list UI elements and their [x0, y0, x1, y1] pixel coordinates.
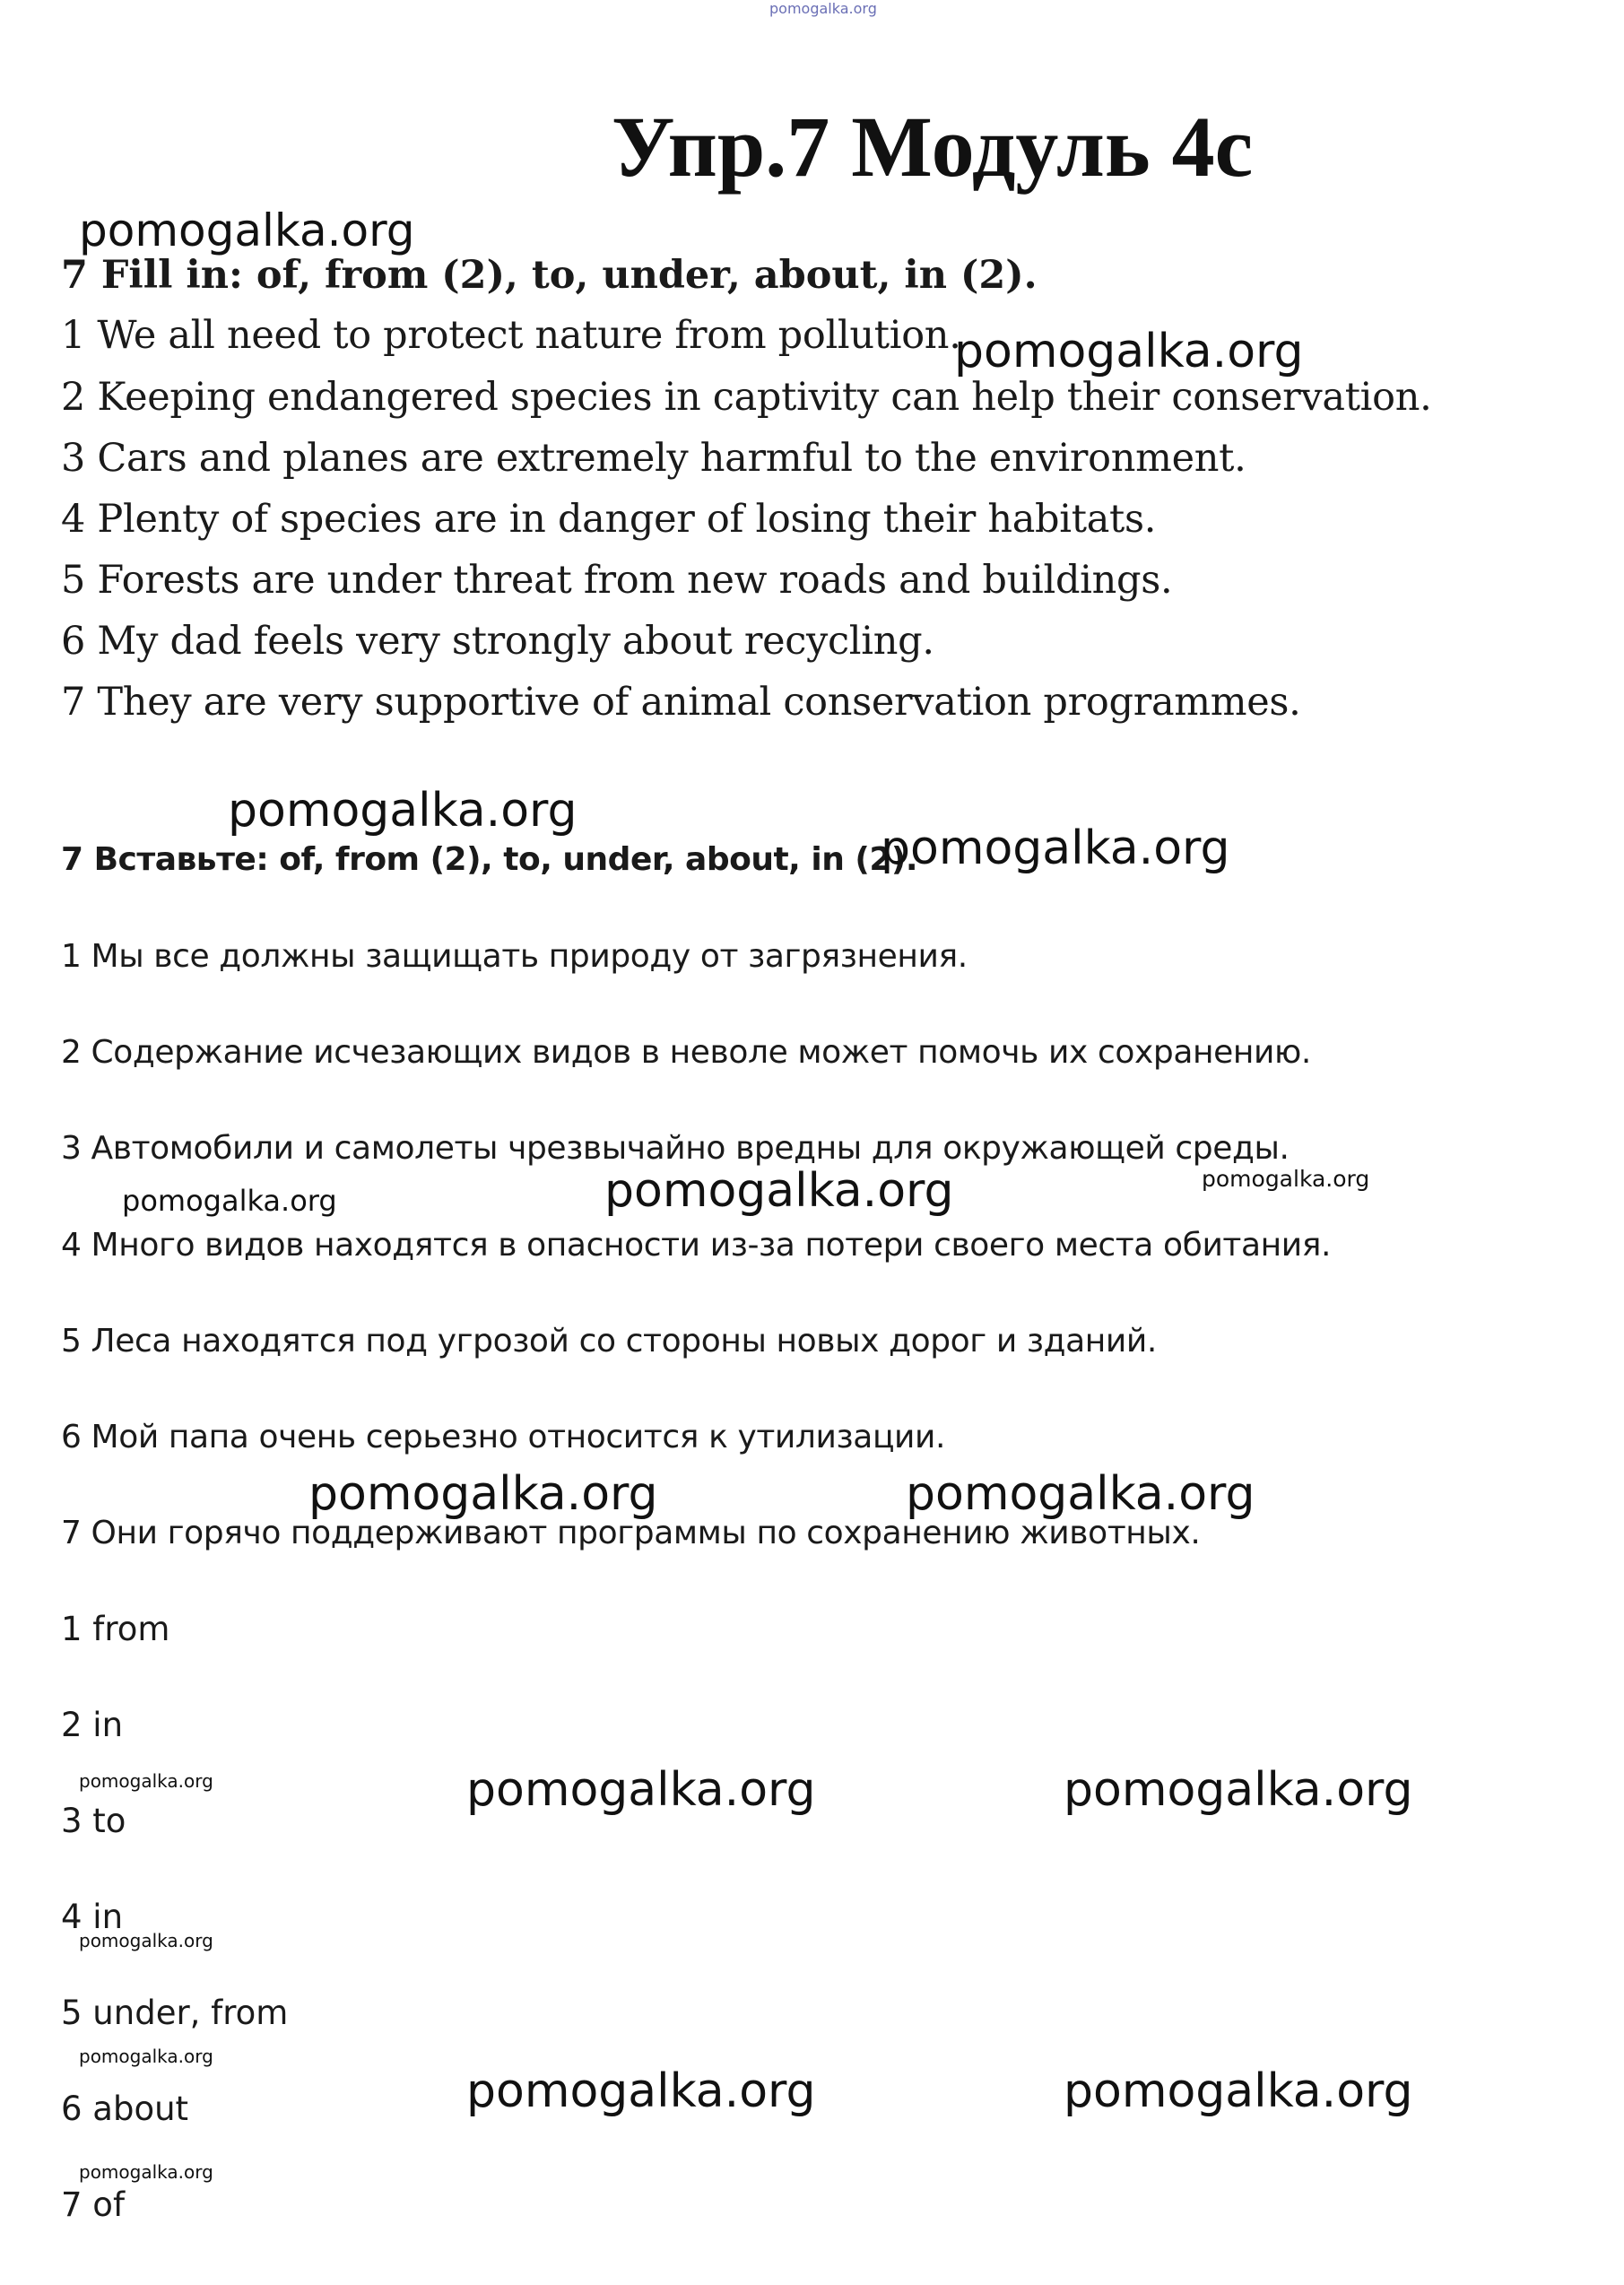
watermark: pomogalka.org — [79, 2161, 213, 2183]
watermark: pomogalka.org — [466, 1763, 816, 1817]
answer-item: 2 in — [61, 1706, 124, 1744]
watermark: pomogalka.org — [906, 1467, 1255, 1521]
watermark: pomogalka.org — [1064, 1763, 1413, 1817]
answer-item: 4 in — [61, 1898, 124, 1936]
answer-item: 7 of — [61, 2185, 125, 2224]
watermark: pomogalka.org — [1202, 1166, 1370, 1192]
watermark: pomogalka.org — [79, 1770, 213, 1792]
watermark: pomogalka.org — [228, 784, 578, 838]
english-sentence: 4 Plenty of species are in danger of losing their habitats. — [61, 497, 1157, 542]
russian-heading: 7 Вставьте: of, from (2), to, under, about, in (2). — [61, 841, 918, 878]
watermark: pomogalka.org — [466, 2064, 816, 2118]
watermark: pomogalka.org — [79, 204, 415, 256]
english-sentence: 6 My dad feels very strongly about recycling. — [61, 619, 934, 664]
russian-sentence: 6 Мой папа очень серьезно относится к утилизации. — [61, 1419, 946, 1455]
watermark: pomogalka.org — [79, 2046, 213, 2067]
watermark: pomogalka.org — [1064, 2064, 1413, 2118]
english-sentence: 7 They are very supportive of animal conservation programmes. — [61, 680, 1301, 725]
answer-item: 6 about — [61, 2090, 189, 2128]
russian-sentence: 3 Автомобили и самолеты чрезвычайно вредны для окружающей среды. — [61, 1130, 1290, 1167]
page-title: Упр.7 Модуль 4с — [612, 99, 1254, 195]
russian-sentence: 4 Много видов находятся в опасности из-за потери своего места обитания. — [61, 1227, 1332, 1264]
english-sentence: 3 Cars and planes are extremely harmful to the environment. — [61, 436, 1246, 481]
russian-sentence: 5 Леса находятся под угрозой со стороны новых дорог и зданий. — [61, 1323, 1157, 1360]
english-heading: 7 Fill in: of, from (2), to, under, about, in (2). — [61, 253, 1038, 298]
watermark: pomogalka.org — [122, 1184, 337, 1218]
header-watermark: pomogalka.org — [769, 0, 877, 17]
watermark: pomogalka.org — [954, 325, 1304, 378]
watermark: pomogalka.org — [79, 1930, 213, 1951]
russian-sentence: 7 Они горячо поддерживают программы по сохранению животных. — [61, 1515, 1201, 1551]
russian-sentence: 2 Содержание исчезающих видов в неволе может помочь их сохранению. — [61, 1034, 1311, 1071]
english-sentence: 1 We all need to protect nature from pollution. — [61, 313, 961, 358]
watermark: pomogalka.org — [881, 821, 1230, 875]
answer-item: 5 under, from — [61, 1994, 289, 2032]
russian-sentence: 1 Мы все должны защищать природу от загрязнения. — [61, 938, 968, 975]
watermark: pomogalka.org — [308, 1467, 658, 1521]
watermark: pomogalka.org — [604, 1164, 954, 1218]
english-sentence: 2 Keeping endangered species in captivity can help their conservation. — [61, 375, 1432, 420]
answer-item: 3 to — [61, 1802, 126, 1840]
answer-item: 1 from — [61, 1610, 170, 1648]
english-sentence: 5 Forests are under threat from new roads and buildings. — [61, 558, 1173, 603]
